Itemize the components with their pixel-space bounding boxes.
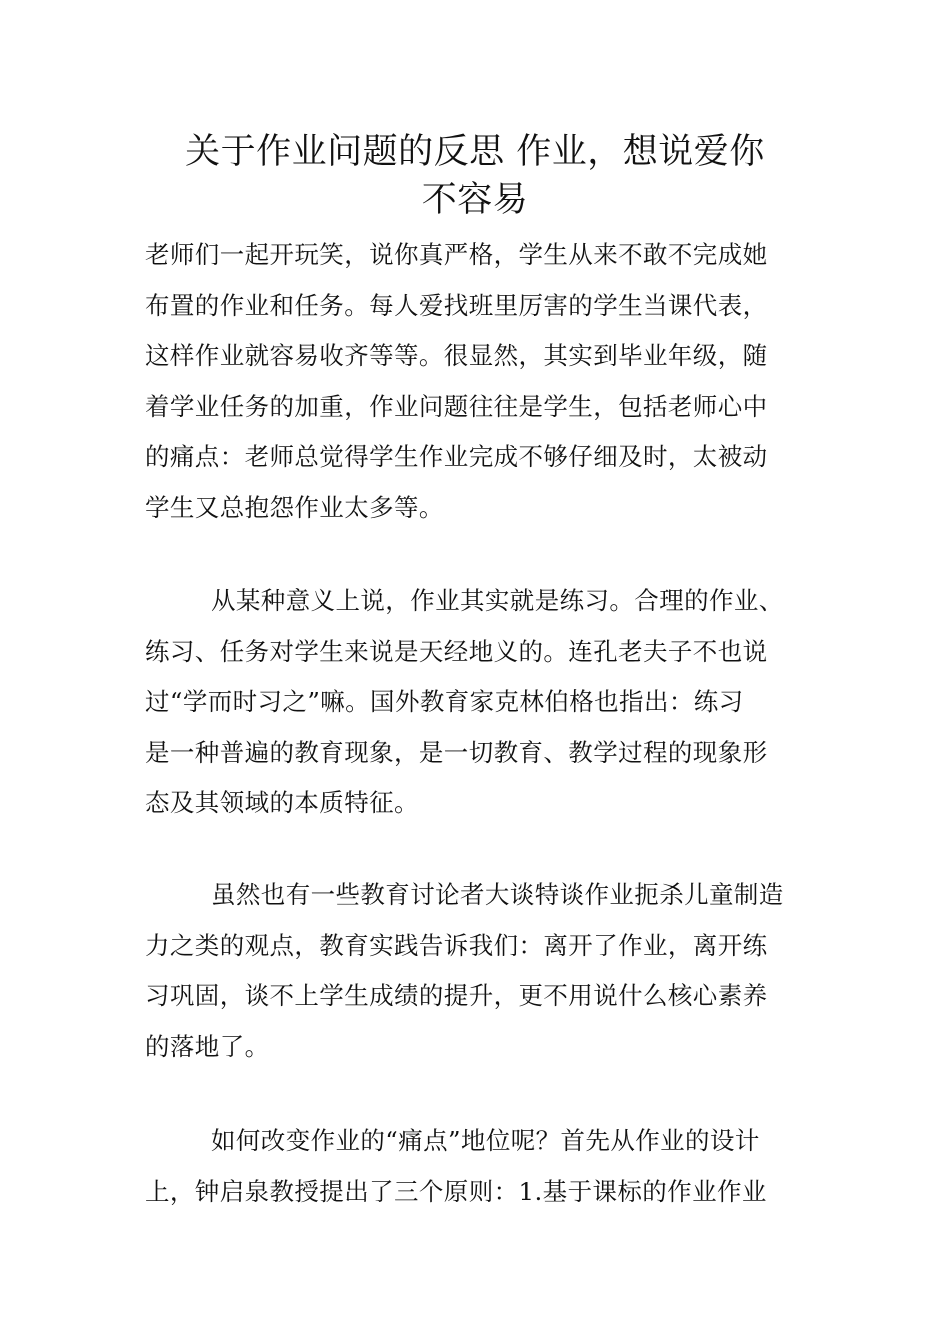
text-line: 练习、任务对学生来说是天经地义的。连孔老夫子不也说 <box>145 636 768 666</box>
document-title <box>140 128 810 224</box>
paragraph-3 <box>145 870 815 1072</box>
text-line: 是一种普遍的教育现象，是一切教育、教学过程的现象形 <box>145 737 768 767</box>
text-line: 的痛点：老师总觉得学生作业完成不够仔细及时，太被动 <box>145 442 768 471</box>
text-line: 态及其领域的本质特征。 <box>145 788 419 817</box>
title-line: 关于作业问题的反思 作业，想说爱你 <box>185 132 765 172</box>
text-line: 的落地了。 <box>145 1031 270 1061</box>
text-line: 力之类的观点，教育实践告诉我们：离开了作业，离开练 <box>145 930 768 960</box>
text-line: 布置的作业和任务。每人爱找班里厉害的学生当课代表， <box>145 290 768 320</box>
text-line: 习巩固，谈不上学生成绩的提升，更不用说什么核心素养 <box>145 981 768 1010</box>
paragraph-1 <box>145 230 815 533</box>
text-line: 从某种意义上说，作业其实就是练习。合理的作业、 <box>211 586 784 615</box>
title-line: 不容易 <box>421 180 529 220</box>
paragraph-2 <box>145 576 815 829</box>
text-line: 老师们一起开玩笑，说你真严格，学生从来不敢不完成她 <box>145 240 768 269</box>
text-line: 这样作业就容易收齐等等。很显然，其实到毕业年级，随 <box>145 341 768 370</box>
text-line: 上，钟启泉教授提出了三个原则：1.基于课标的作业作业 <box>145 1176 767 1206</box>
text-line: 过“学而时习之”嘛。国外教育家克林伯格也指出：练习 <box>145 687 744 716</box>
text-line: 学生又总抱怨作业太多等。 <box>145 492 444 522</box>
text-line: 着学业任务的加重，作业问题往往是学生，包括老师心中 <box>145 391 768 421</box>
text-line: 如何改变作业的“痛点”地位呢？首先从作业的设计 <box>211 1126 760 1155</box>
paragraph-4 <box>145 1116 815 1217</box>
text-line: 虽然也有一些教育讨论者大谈特谈作业扼杀儿童制造 <box>211 880 784 909</box>
